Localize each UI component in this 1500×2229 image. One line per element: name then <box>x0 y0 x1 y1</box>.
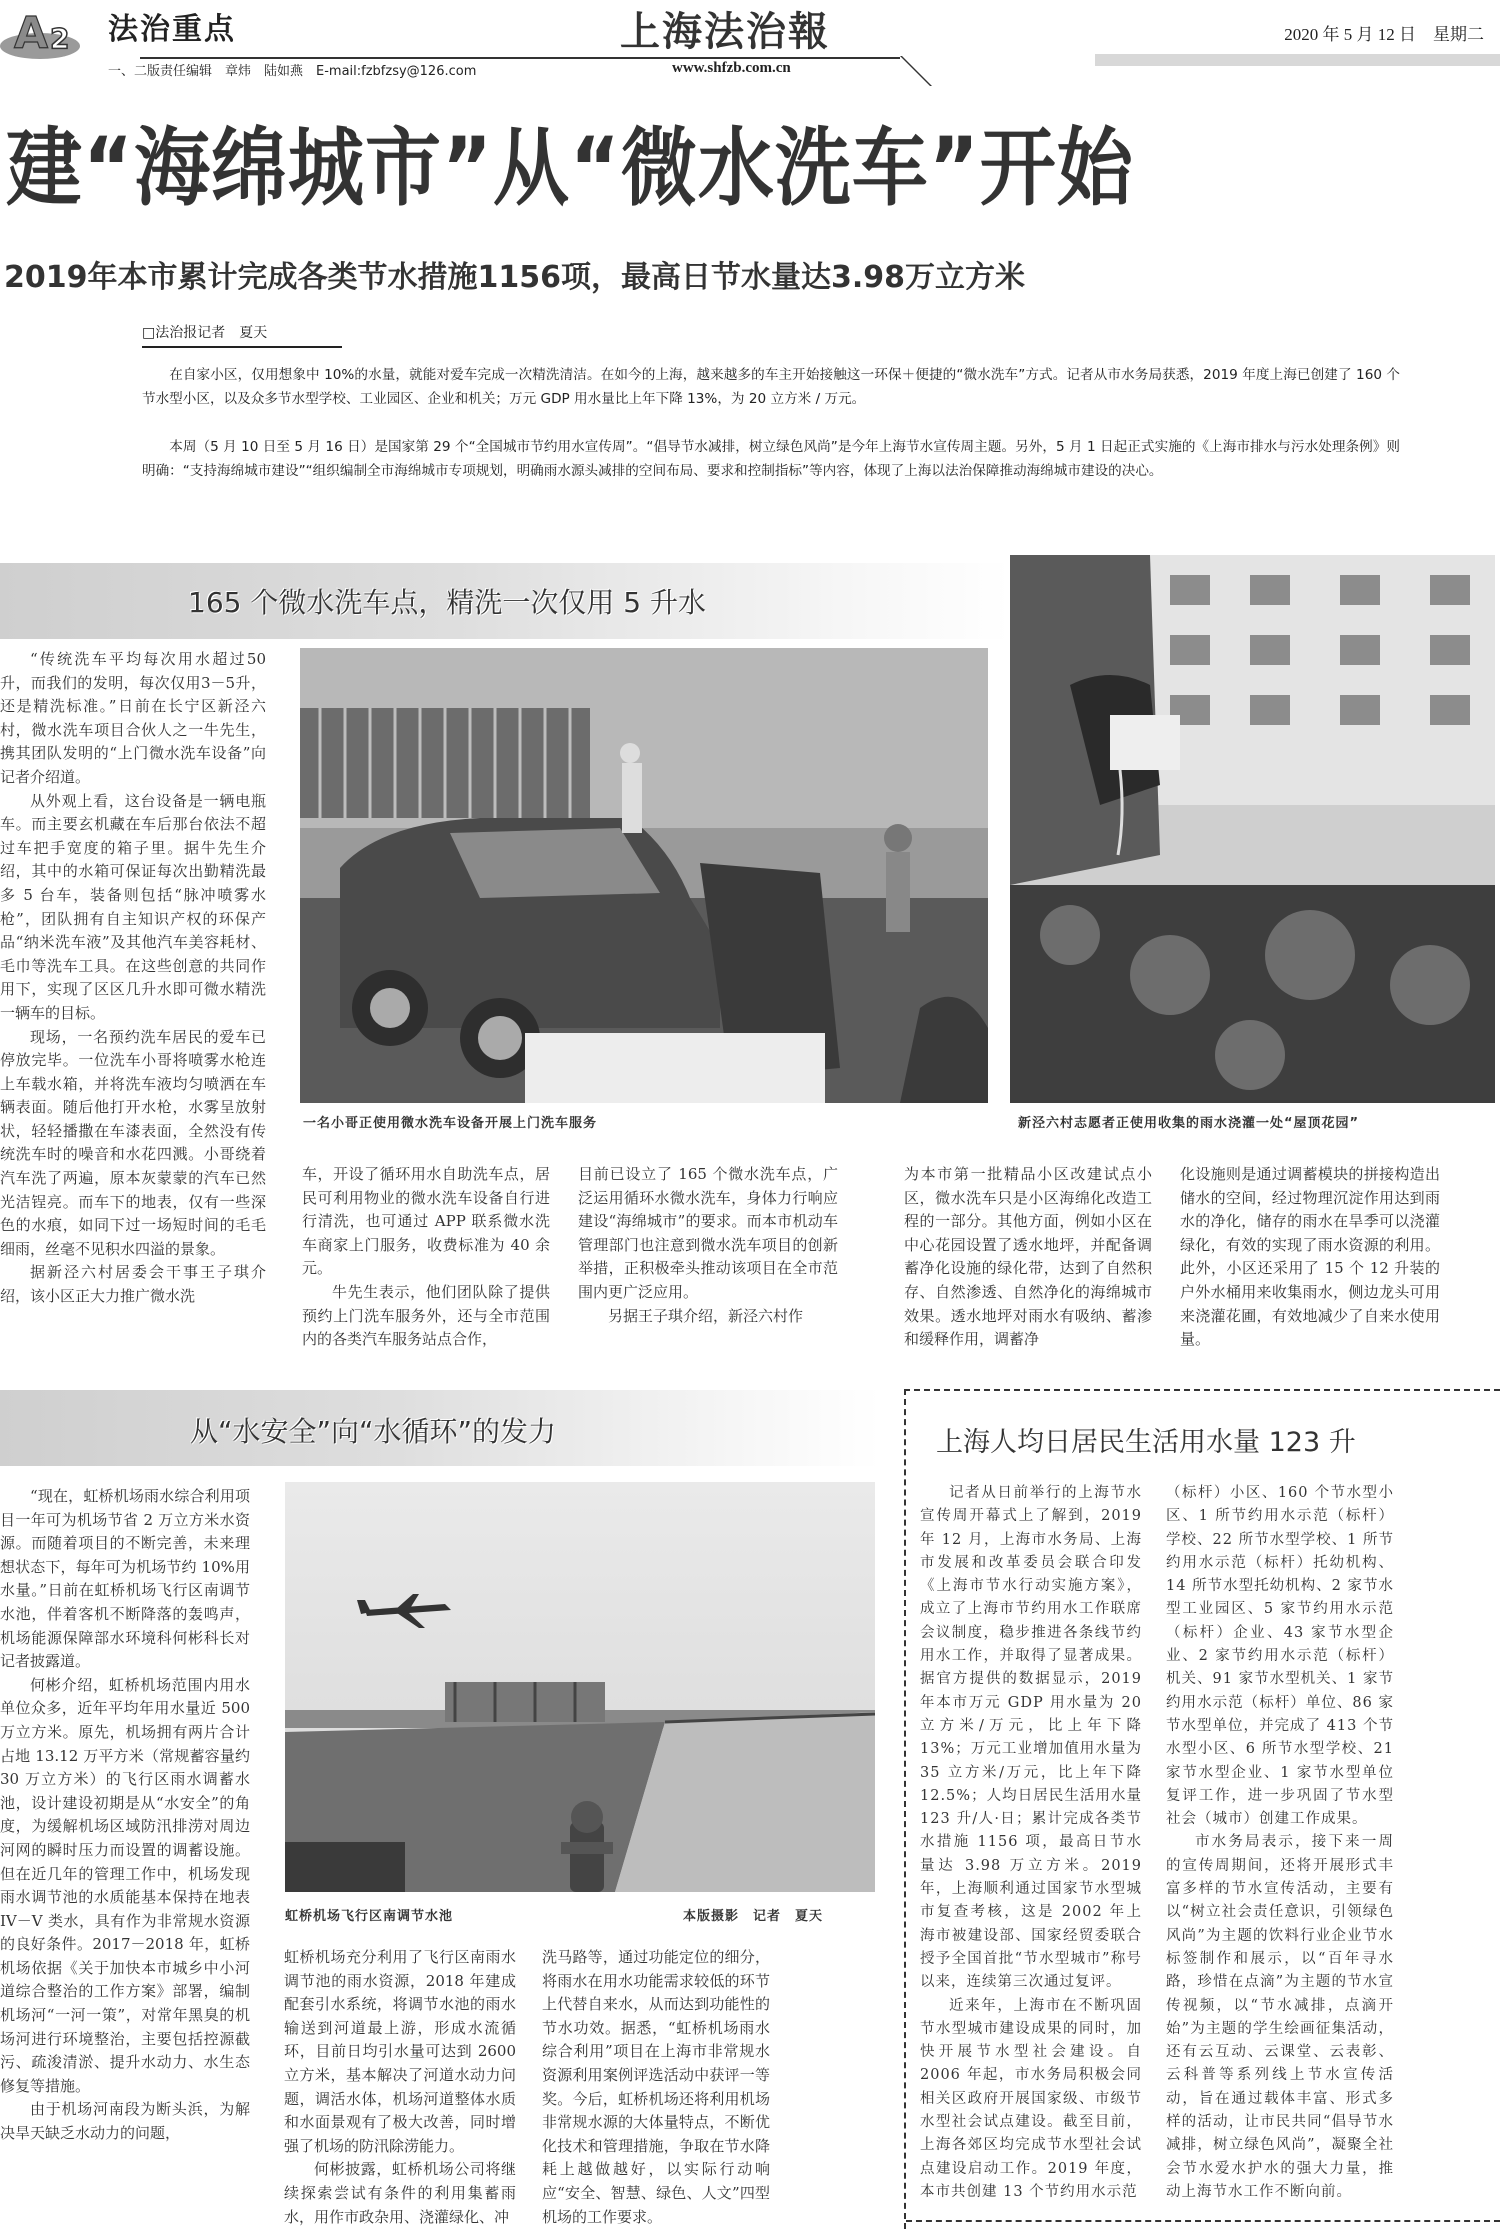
washer-worker <box>620 743 640 763</box>
photo-caption-garden: 新泾六村志愿者正使用收集的雨水浇灌一处“屋顶花园” <box>1018 1116 1360 1131</box>
paragraph: 市水务局表示，接下来一周的宣传周期间，还将开展形式丰富多样的节水宣传活动，主要有以“树立社会责任意识，引领绿色风尚”为主题的饮料行业企业节水标签制作和展示，以“百年寻水路，珍惜在点滴”为主题的节水宣传视频，以“节水减排，点滴开始”为主题的学生绘画征集活动，还有云互动、云课堂、云表彰、云科普等系列线上节水宣传活动，旨在通过载体丰富、形式多样的活动，让市民共同“倡导节水减排，树立绿色风尚”，凝聚全社会节水爱水护水的强大力量，推动上海节水工作不断向前。 <box>1166 1834 1394 2200</box>
paragraph: 何彬介绍，虹桥机场范围内用水单位众多，近年平均年用水量近 500 万立方米。原先，机场拥有两片合计占地 13.12 万平方米（常规蓄容量约 30 万立方米）的飞行区雨水调蓄水池，设计建设初期是从“水安全”的角度，为缓解机场区域防汛排涝对周边河网的瞬时压力而设置的调蓄设施。但在近几年的管理工作中，机场发现雨水调节池的水质能基本保持在地表 IV－V 类水，具有作为非常规水资源的良好条件。2017－2018 年，虹桥机场依据《关于加快本市城乡中小河道综合整治的工作方案》部署，编制机场河“一河一策”，对常年黑臭的机场河进行环境整治，主要包括控源截污、疏浚清淤、提升水动力、水生态修复等措施。 <box>0 1675 250 2095</box>
photo-credit: 本版摄影 记者 夏天 <box>683 1909 824 1924</box>
paragraph: 近来年，上海市在不断巩固节水型城市建设成果的同时，加快开展节水型社会建设。自 2006 年起，市水务局积极会同相关区政府开展国家级、市级节水型社会试点建设。截至目前，上海各郊区均完成节水型社会试点建设启动工作。2019 年度，本市共创建 13 个节约用水示范 <box>920 1997 1142 2200</box>
paragraph: 由于机场河南段为断头浜，为解决旱天缺乏水动力的问题， <box>0 2100 250 2143</box>
paragraph: 记者从日前举行的上海节水宣传周开幕式上了解到，2019 年 12 月，上海市水务局、上海市发展和改革委员会联合印发《上海市节水行动实施方案》，成立了上海市节约用水工作联席会议制度，稳步推进各条线节约用水工作，并取得了显著成果。据官方提供的数据显示，2019 年本市万元 GDP 用水量为 20 立方米/万元，比上年下降 13%；万元工业增加值用水量为 35 立方米/万元，比上年下降 12.5%；人均日居民生活用水量 123 升/人·日；累计完成各类节水措施 1156 项，最高日节水量达 3.98 万立方米。2019 年，上海顺利通过国家节水型城市复查考核，这是 2002 年上海市被建设部、国家经贸委联合授予全国首批“节水型城市”称号以来，连续第三次通过复评。 <box>920 1485 1142 1991</box>
paragraph: 洗马路等，通过功能定位的细分，将雨水在用水功能需求较低的环节上代替自来水，从而达到功能性的节水功效。据悉，“虹桥机场雨水综合利用”项目在上海市非常规水资源利用案例评选活动中获评一等奖。今后，虹桥机场还将利用机场非常规水源的大体量特点，不断优化技术和管理措施，争取在节水降耗上越做越好，以实际行动响应“安全、智慧、绿色、人文”四型机场的工作要求。 <box>542 1948 770 2226</box>
paragraph: 据新泾六村居委会干事王子琪介绍，该小区正大力推广微水洗 <box>0 1263 266 1306</box>
paragraph: 为本市第一批精品小区改建试点小区，微水洗车只是小区海绵化改造工程的一部分。其他方面，例如小区在中心花园设置了透水地坪，并配备调蓄净化设施的绿化带，达到了自然积存、自然渗透、自然净化的海绵城市效果。透水地坪对雨水有吸纳、蓄渗和缓释作用，调蓄净 <box>904 1165 1152 1349</box>
masthead-rule-slant <box>900 56 932 86</box>
paragraph: “传统洗车平均每次用水超过50升，而我们的发明，每次仅用3－5升，还是精洗标准。”日前在长宁区新泾六村，微水洗车项目合伙人之一牛先生，携其团队发明的“上门微水洗车设备”向记者介绍道。 <box>0 650 266 786</box>
carwash-photo-illustration <box>300 648 988 1103</box>
paragraph: 何彬披露，虹桥机场公司将继续探索尝试有条件的利用集蓄雨水，用作市政杂用、浇灌绿化、冲 <box>284 2160 516 2226</box>
article-column <box>904 1163 1152 1352</box>
site-url[interactable]: www.shfzb.com.cn <box>672 60 791 76</box>
photo-rooftop-garden <box>1010 555 1495 1103</box>
article-column <box>578 1163 838 1328</box>
article-column <box>1180 1163 1440 1352</box>
paragraph: 虹桥机场充分利用了飞行区南雨水调节池的雨水资源，2018 年建成配套引水系统，将调节水池的雨水输送到河道最上游，形成水流循环，目前日均引水量可达到 2600 立方米，基本解决了河道水动力问题，调活水体，机场河道整体水质和水面景观有了极大改善，同时增强了机场的防汛除涝能力。 <box>284 1948 516 2155</box>
paragraph: 目前已设立了 165 个微水洗车点，广泛运用循环水微水洗车，身体力行响应建设“海绵城市”的要求。而本市机动车管理部门也注意到微水洗车项目的创新举措，正积极牵头推动该项目在全市范围内更广泛应用。 <box>578 1165 838 1301</box>
section-title-carwash: 165 个微水洗车点，精洗一次仅用 5 升水 <box>188 586 706 619</box>
paragraph: 车，开设了循环用水自助洗车点，居民可利用物业的微水洗车设备自行进行清洗，也可通过 APP 联系微水洗车商家上门服务，收费标准为 40 余元。 <box>302 1165 550 1278</box>
rainwater-bucket <box>1110 715 1180 770</box>
newspaper-logo: 上海法治報 <box>620 8 830 55</box>
bystander <box>884 824 912 852</box>
article-column <box>0 1485 250 2146</box>
photo-caption-carwash: 一名小哥正使用微水洗车设备开展上门洗车服务 <box>303 1116 598 1131</box>
main-headline: 建“海绵城市”从“微水洗车”开始 <box>6 117 1134 218</box>
equipment-water-tank <box>525 1033 825 1103</box>
byline: □法治报记者 夏天 <box>142 322 342 348</box>
article-column <box>0 648 266 1309</box>
date-bar-decoration <box>1095 54 1500 66</box>
airport-photo-illustration <box>285 1482 875 1892</box>
paragraph: 化设施则是通过调蓄模块的拼接构造出储水的空间，经过物理沉淀作用达到雨水的净化，储存的雨水在旱季可以浇灌绿化，有效的实现了雨水资源的利用。此外，小区还采用了 15 个 12 升装的户外水桶用来收集雨水，侧边龙头可用来浇灌花圃，有效地减少了自来水使用量。 <box>1180 1165 1440 1349</box>
paragraph: 现场，一名预约洗车居民的爱车已停放完毕。一位洗车小哥将喷雾水枪连上车载水箱，并将洗车液均匀喷洒在车辆表面。随后他打开水枪，水雾呈放射状，轻轻播撒在车漆表面，全然没有传统洗车时的噪音和水花四溅。小哥绕着汽车洗了两遍，原本灰蒙蒙的汽车已然光洁锃亮。而车下的地表，仅有一些深色的水痕，如同下过一场短时间的毛毛细雨，丝毫不见积水四溢的景象。 <box>0 1027 266 1258</box>
section-title: 法治重点 <box>108 12 236 47</box>
article-column <box>302 1163 550 1352</box>
sidebar-column <box>920 1482 1142 2204</box>
badge-digit: 2 <box>50 22 70 55</box>
lead-paragraph: 在自家小区，仅用想象中 10%的水量，就能对爱车完成一次精洗清洁。在如今的上海，越来越多的车主开始接触这一环保＋便捷的“微水洗车”方式。记者从市水务局获悉，2019 年度上海已创建了 160 个节水型小区，以及众多节水型学校、工业园区、企业和机关；万元 GDP 用水量比上年下降 13%，为 20 立方米 / 万元。 <box>142 367 1400 407</box>
sidebar-story-title: 上海人均日居民生活用水量 123 升 <box>936 1427 1356 1458</box>
section-banner-carwash <box>0 563 1010 639</box>
article-column <box>284 1946 516 2229</box>
photo-airport-pond <box>285 1482 875 1892</box>
sidebar-box-bottom-rule <box>906 2220 1500 2222</box>
paragraph: （标杆）小区、160 个节水型小区、1 所节约用水示范（标杆）学校、22 所节水型学校、1 所节约用水示范（标杆）托幼机构、14 所节水型托幼机构、2 家节水型工业园区、5 家节约用水示范（标杆）企业、43 家节水型企业、2 家节约用水示范（标杆）机关、91 家节水型机关、1 家节约用水示范（标杆）单位、86 家节水型单位，并完成了 413 个节水型小区、6 所节水型学校、21 家节水型企业、1 家节水型单位复评工作，进一步巩固了节水型社会（城市）创建工作成果。 <box>1166 1485 1394 1828</box>
lead-paragraph: 本周（5 月 10 日至 5 月 16 日）是国家第 29 个“全国城市节约用水宣传周”。“倡导节水减排，树立绿色风尚”是今年上海节水宣传周主题。另外，5 月 1 日起正式实施的《上海市排水与污水处理条例》则明确：“支持海绵城市建设”“组织编制全市海绵城市专项规划，明确雨水源头减排的空间布局、要求和控制指标”等内容，体现了上海以法治保障推动海绵城市建设的决心。 <box>142 439 1400 479</box>
foreground-bushes <box>285 1842 405 1892</box>
section-banner-airport <box>0 1390 880 1466</box>
paragraph: 另据王子琪介绍，新泾六村作 <box>608 1306 804 1325</box>
sidebar-column <box>1166 1482 1394 2204</box>
paragraph: 从外观上看，这台设备是一辆电瓶车。而主要玄机藏在车后那台依法不超过车把手宽度的箱子里。据牛先生介绍，其中的水箱可保证每次出勤精洗最多 5 台车，装备则包括“脉冲喷雾水枪”，团队拥有自主知识产权的环保产品“纳米洗车液”及其他汽车美容耗材、毛巾等洗车工具。在这些创意的共同作用下，实现了区区几升水即可微水精洗一辆车的目标。 <box>0 791 266 1022</box>
page-number-badge <box>0 2 95 62</box>
section-title-airport: 从“水安全”向“水循环”的发力 <box>190 1415 557 1448</box>
garden-photo-illustration <box>1010 555 1495 1103</box>
paragraph: “现在，虹桥机场雨水综合利用项目一年可为机场节省 2 万立方米水资源。而随着项目的不断完善，未来理想状态下，每年可为机场节约 10%用水量。”日前在虹桥机场飞行区南调节水池，伴着客机不断降落的轰鸣声，机场能源保障部水环境科何彬科长对记者披露道。 <box>0 1487 250 1671</box>
editors-credit-line: 一、二版责任编辑 章炜 陆如燕 E-mail:fzbfzsy@126.com <box>108 64 477 79</box>
issue-date: 2020 年 5 月 12 日 星期二 <box>1284 25 1484 44</box>
article-column <box>542 1946 770 2229</box>
masthead-rule <box>140 57 900 59</box>
sluice-gate <box>445 1682 605 1722</box>
paragraph: 牛先生表示，他们团队除了提供预约上门洗车服务外，还与全市范围内的各类汽车服务站点合作， <box>302 1282 550 1349</box>
badge-letter: A <box>14 8 49 59</box>
photo-carwash <box>300 648 988 1103</box>
photo-caption-airport: 虹桥机场飞行区南调节水池 <box>285 1909 454 1924</box>
subheadline: 2019年本市累计完成各类节水措施1156项，最高日节水量达3.98万立方米 <box>4 260 1026 295</box>
